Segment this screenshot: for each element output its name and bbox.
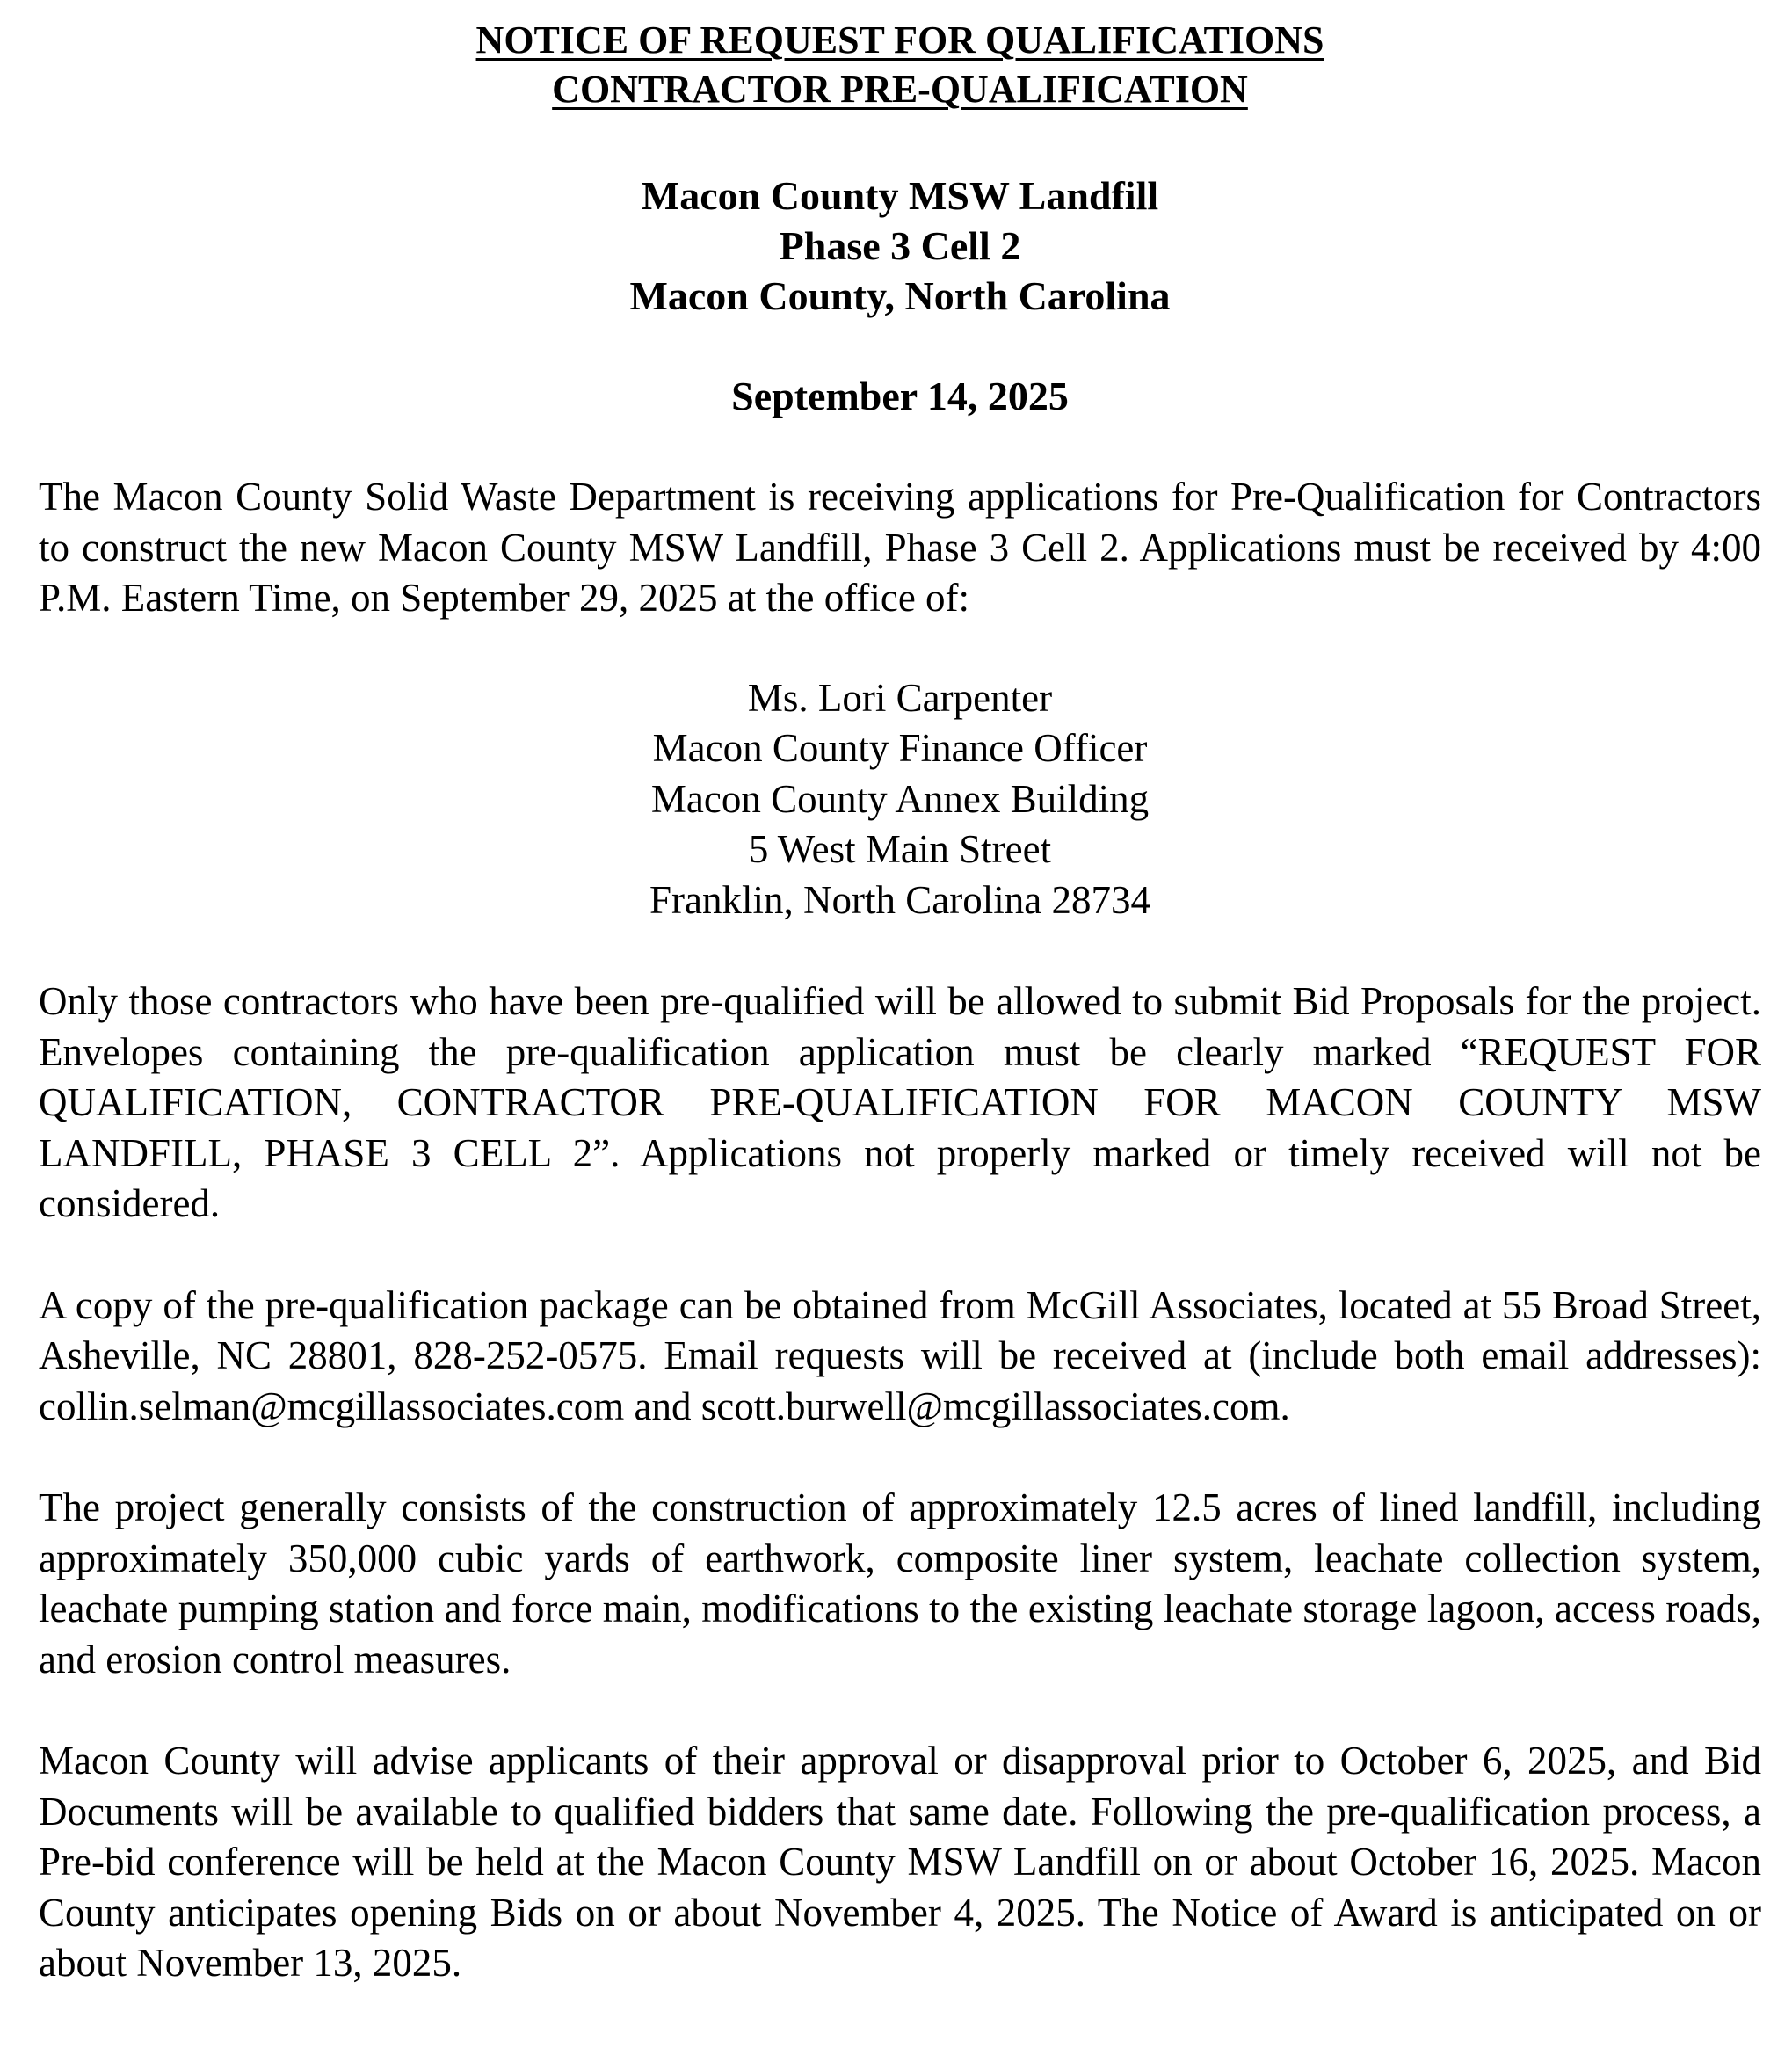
- notice-title: [39, 16, 1761, 114]
- package-paragraph: A copy of the pre-qualification package can be obtained from McGill Associates, located at 55 Broad Street, Asheville, NC 28801, 828-252-0575. Email requests will be received at (include both email addresses): collin.selman@mcgillassociates.com and scott.burwell@mcgillassociates.com.: [39, 1282, 1761, 1428]
- address-city: Franklin, North Carolina 28734: [649, 877, 1150, 922]
- address-name: Ms. Lori Carpenter: [747, 675, 1053, 720]
- title-line-1: NOTICE OF REQUEST FOR QUALIFICATIONS: [475, 18, 1324, 62]
- schedule-paragraph: Macon County will advise applicants of their approval or disapproval prior to October 6, 2025, and Bid Documents will be available to qualified bidders that same date. Following the pre-qualification process, a Pre-bid conference will be held at the Macon County MSW Landfill on or about October 16, 2025. Macon County anticipates opening Bids on or about November 4, 2025. The Notice of Award is anticipated on or about November 13, 2025.: [39, 1739, 1761, 1985]
- address-street: 5 West Main Street: [748, 827, 1052, 871]
- address-building: Macon County Annex Building: [650, 776, 1150, 821]
- office-address: [39, 673, 1761, 926]
- project-location: Macon County, North Carolina: [629, 273, 1171, 318]
- project-heading: [39, 171, 1761, 321]
- project-name: Macon County MSW Landfill: [641, 173, 1159, 218]
- notice-date: September 14, 2025: [731, 374, 1069, 418]
- address-title: Macon County Finance Officer: [652, 726, 1148, 770]
- project-phase: Phase 3 Cell 2: [779, 223, 1021, 268]
- notice-document: [39, 16, 1761, 1989]
- scope-paragraph: The project generally consists of the construction of approximately 12.5 acres of lined landfill, including approximately 350,000 cubic yards of earthwork, composite liner system, leachate collection system, leachate pumping station and force main, modifications to the existing leachate storage lagoon, access roads, and erosion control measures.: [39, 1485, 1761, 1681]
- title-line-2: CONTRACTOR PRE-QUALIFICATION: [552, 68, 1248, 111]
- marking-paragraph: Only those contractors who have been pre-qualified will be allowed to submit Bid Proposals for the project. Envelopes containing the pre-qualification application must be clearly marked “REQUEST FOR QUALIFICATION, CONTRACTOR PRE-QUALIFICATION FOR MACON COUNTY MSW LANDFILL, PHASE 3 CELL 2”. Applications not properly marked or timely received will not be considered.: [39, 979, 1761, 1225]
- intro-paragraph: The Macon County Solid Waste Department is receiving applications for Pre-Qualification for Contractors to construct the new Macon County MSW Landfill, Phase 3 Cell 2. Applications must be received by 4:00 P.M. Eastern Time, on September 29, 2025 at the office of:: [39, 475, 1761, 620]
